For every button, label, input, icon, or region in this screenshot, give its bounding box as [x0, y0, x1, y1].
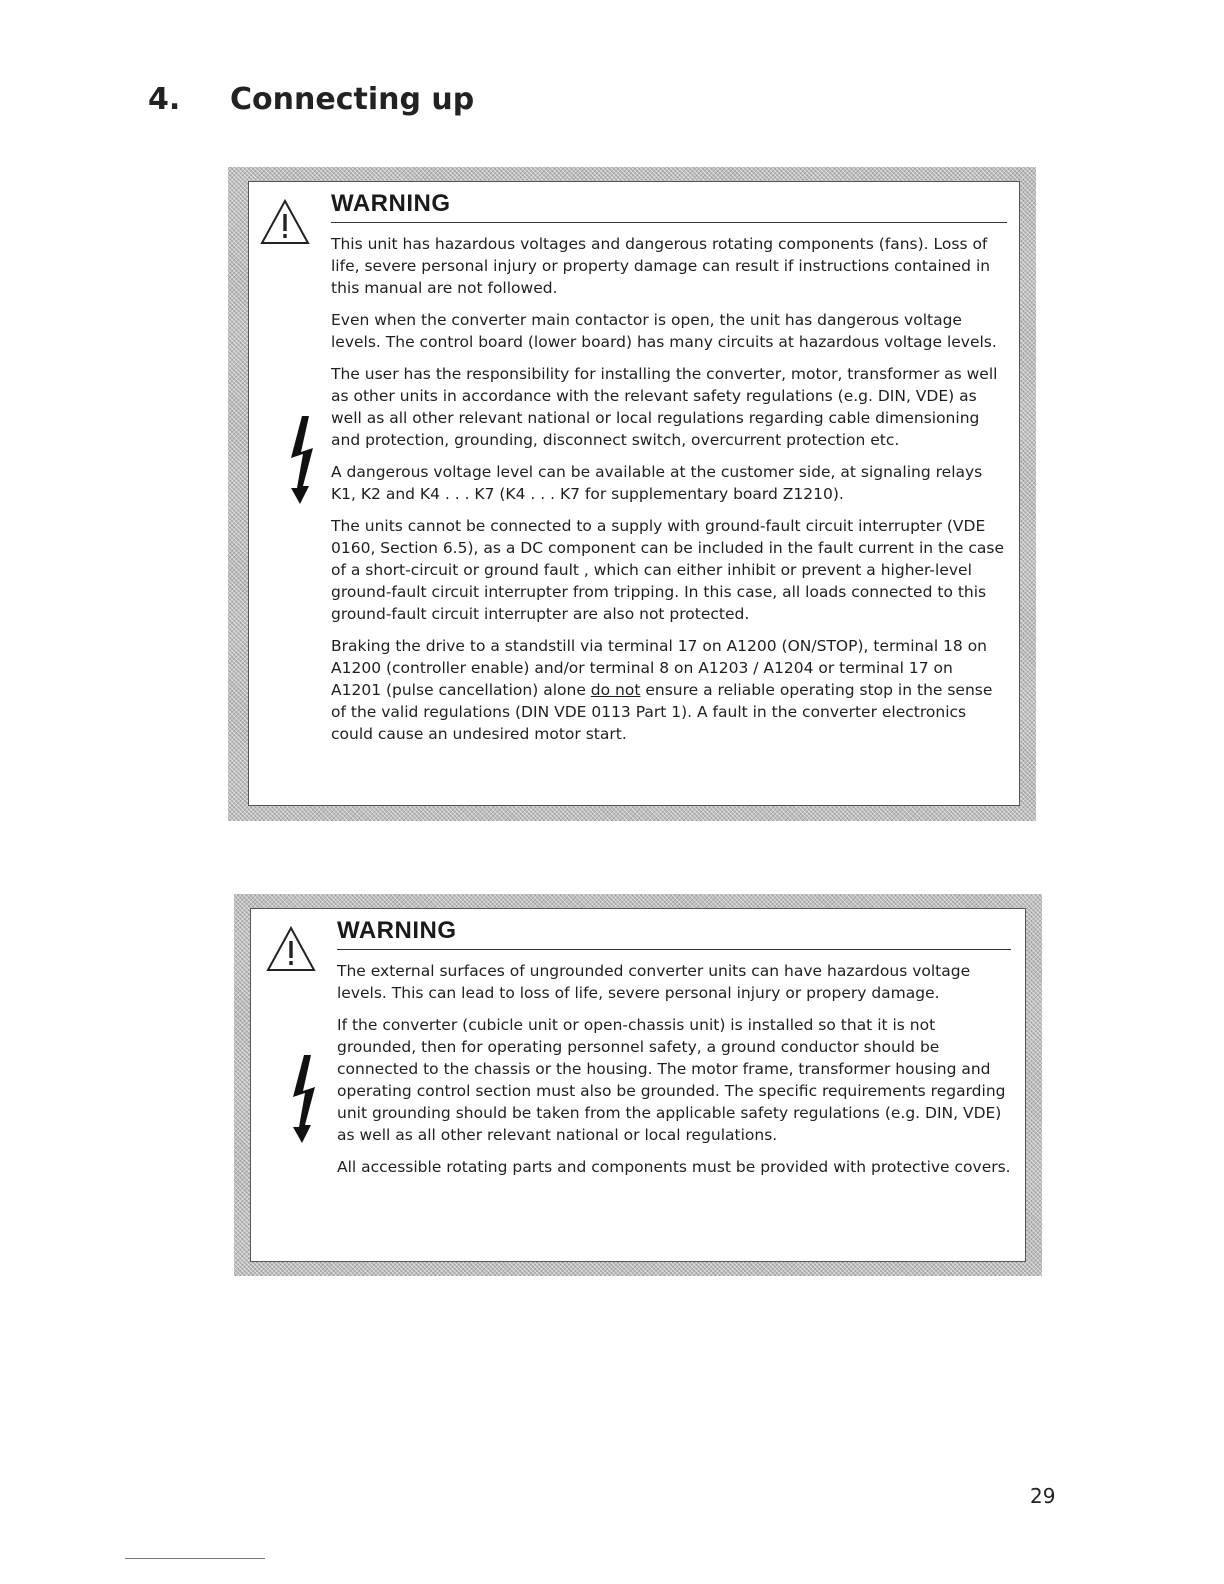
warning-title: WARNING [331, 190, 1007, 223]
warning-box-1 [228, 167, 1036, 821]
warning-box-2 [234, 894, 1042, 1276]
warning-1-paragraph-6 [331, 635, 1007, 745]
section-title: Connecting up [230, 82, 475, 117]
warning-box-2-panel [250, 908, 1026, 1262]
warning-1-paragraph-1: This unit has hazardous voltages and dangerous rotating components (fans). Loss of life, severe personal injury or property damage can result if instructions contained in this manual are not followed. [331, 235, 991, 297]
warning-box-2-content [337, 917, 1011, 1188]
warning-1-paragraph-6-start: Braking the drive to a standstill via terminal 17 on A1200 (ON/STOP), terminal 18 on A1200 (controller enable) and/or terminal 8 on A1203 / A1204 or terminal 17 on A1201 (pulse cancellation) alone [331, 637, 988, 699]
lightning-bolt-icon [287, 1053, 323, 1145]
emphasis-do-not: do not [590, 681, 641, 699]
warning-box-1-content [331, 190, 1007, 755]
warning-1-paragraph-6-end: ensure a reliable operating stop in the sense of the valid regulations (DIN VDE 0113 Part 1). A fault in the converter electronics could cause an undesired motor start. [331, 681, 993, 743]
lightning-bolt-icon [285, 414, 321, 506]
warning-1-paragraph-5: The units cannot be connected to a supply with ground-fault circuit interrupter (VDE 0160, Section 6.5), as a DC component can be included in the fault current in the case of a short-circuit or ground fault , which can either inhibit or prevent a higher-level ground-fault circuit interrupter from tripping. In this case, all loads connected to this ground-fault circuit interrupter are also not protected. [331, 517, 1004, 623]
warning-2-paragraph-2: If the converter (cubicle unit or open-chassis unit) is installed so that it is not grounded, then for operating personnel safety, a ground conductor should be connected to the chassis or the housing. The motor frame, transformer housing and operating control section must also be grounded. The specific requirements regarding unit grounding should be taken from the applicable safety regulations (e.g. DIN, VDE) as well as all other relevant national or local regulations. [337, 1016, 1006, 1144]
warning-triangle-icon [259, 198, 311, 246]
warning-1-paragraph-2: Even when the converter main contactor is open, the unit has dangerous voltage levels. The control board (lower board) has many circuits at hazardous voltage levels. [331, 311, 997, 351]
page-number: 29 [1030, 1484, 1056, 1508]
warning-title: WARNING [337, 917, 1011, 950]
warning-2-paragraph-1: The external surfaces of ungrounded converter units can have hazardous voltage levels. This can lead to loss of life, severe personal injury or propery damage. [337, 962, 971, 1002]
warning-triangle-icon [265, 925, 317, 973]
warning-1-paragraph-4: A dangerous voltage level can be available at the customer side, at signaling relays K1, K2 and K4 . . . K7 (K4 . . . K7 for supplementary board Z1210). [331, 463, 983, 503]
warning-box-1-panel [248, 181, 1020, 806]
section-heading [148, 82, 474, 117]
warning-1-paragraph-3: The user has the responsibility for installing the converter, motor, transformer as well as other units in accordance with the relevant safety regulations (e.g. DIN, VDE) as well as all other relevant national or local regulations regarding cable dimensioning and protection, grounding, disconnect switch, overcurrent protection etc. [331, 365, 998, 449]
warning-2-paragraph-3: All accessible rotating parts and components must be provided with protective covers. [337, 1158, 1011, 1176]
footer-rule [125, 1558, 265, 1559]
section-number: 4. [148, 82, 181, 117]
